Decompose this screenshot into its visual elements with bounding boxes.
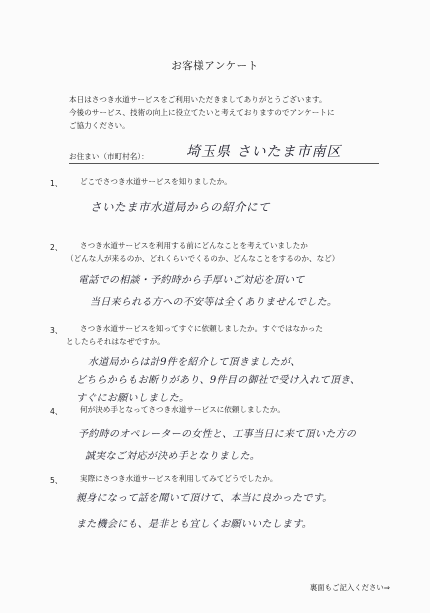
answer-5-line-2: また機会にも、是非とも宜しくお願いいたします。 [76, 519, 313, 530]
answer-2-line-2: 当日来られる方への不安等は全くありませんでした。 [90, 297, 338, 308]
intro-line-2: 今後のサービス、技術の向上に役立てたいと考えておりますのでアンケートに [69, 108, 335, 117]
answer-1-line-1: さいたま市水道局からの紹介にて [90, 200, 270, 214]
question-2-text-line-2: （どんな人が来るのか、どれくらいでくるのか、どんなことをするのか、など） [66, 254, 340, 263]
answer-4-line-2: 誠実なご対応が決め手となりました。 [85, 451, 261, 462]
intro-line-1: 本日はさつき水道サービスをご利用いただきましてありがとうございます。 [69, 95, 327, 104]
question-4-number: 4、 [50, 407, 63, 416]
question-3-text-line-1: さつき水道サービスを知ってすぐに依頼しましたか。すぐではなかった [80, 324, 323, 333]
question-4-text: 何が決め手となってさつき水道サービスに依頼しましたか。 [80, 405, 286, 414]
footer-note: 裏面もご記入ください⇒ [309, 583, 390, 592]
question-3-number: 3、 [50, 326, 63, 335]
answer-3-line-2: どちらからもお断りがあり、9件目の御社で受け入れて頂き、 [76, 375, 361, 386]
intro-line-3: ご協力ください。 [69, 121, 130, 130]
address-label: お住まい（市町村名）： [69, 152, 149, 161]
answer-3-line-1: 水道局からは計9件を紹介して頂きましたが、 [88, 357, 301, 368]
question-5-text: 実際にさつき水道サービスを利用してみてどうでしたか。 [80, 474, 278, 483]
question-2-number: 2、 [50, 243, 63, 252]
question-3-text-line-2: としたらそれはなぜですか。 [66, 337, 165, 346]
question-5-number: 5、 [50, 476, 63, 485]
address-value: 埼玉県 さいたま市南区 [186, 144, 342, 160]
question-2-text-line-1: さつき水道サービスを利用する前にどんなことを考えていましたか [80, 241, 308, 250]
answer-3-line-3: すぐにお願いしました。 [76, 393, 190, 404]
answer-2-line-1: 電話での相談・予約時から手厚いご対応を頂いて [78, 275, 305, 286]
answer-4-line-1: 予約時のオペレーターの女性と、工事当日に来て頂いた方の [78, 429, 357, 440]
page-title: お客様アンケート [171, 60, 259, 72]
question-1-text: どこでさつき水道サービスを知りましたか。 [80, 177, 232, 186]
question-1-number: 1、 [50, 179, 63, 188]
address-underline [69, 163, 379, 164]
answer-5-line-1: 親身になって話を聞いて頂けて、本当に良かったです。 [76, 493, 333, 504]
